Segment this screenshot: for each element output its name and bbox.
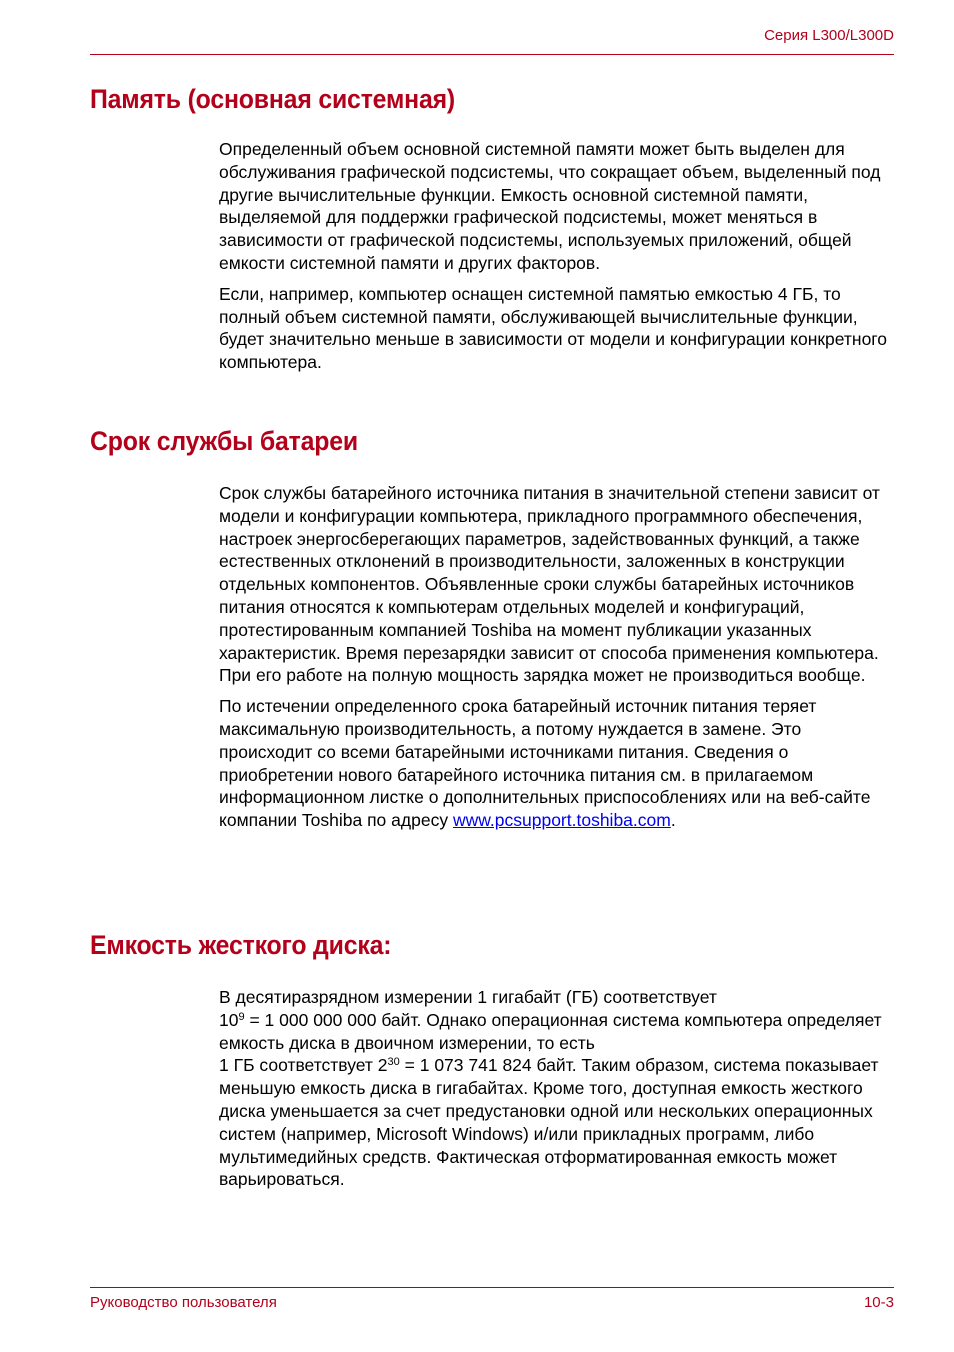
- paragraph-text: 1 ГБ соответствует 2: [219, 1055, 388, 1076]
- footer-title: Руководство пользователя: [90, 1294, 277, 1311]
- paragraph: [219, 986, 899, 1191]
- punctuation: .: [670, 810, 676, 831]
- header-series: Серия L300/L300D: [764, 27, 894, 44]
- paragraph-text: = 1 073 741 824 байт. Таким образом, система показывает меньшую емкость диска в гигабайтах. Кроме того, доступная емкость жесткого диска уменьшается за счет предустановки одной или нескольких операционных систем (например, Microsoft Windows) и/или прикладных программ, либо мультимедийных средств. Фактическая отформатированная емкость может варьироваться.: [219, 1055, 879, 1190]
- toshiba-support-link[interactable]: www.pcsupport.toshiba.com: [452, 810, 671, 831]
- section-heading-hdd: Емкость жесткого диска:: [90, 930, 392, 960]
- paragraph: [219, 695, 899, 832]
- header-rule: [90, 54, 894, 55]
- superscript: 9: [238, 1010, 245, 1023]
- paragraph: Если, например, компьютер оснащен системной памятью емкостью 4 ГБ, то полный объем системной памяти, обслуживающей вычислительные функции, будет значительно меньше в зависимости от модели и конфигурации конкретного компьютера.: [219, 283, 888, 373]
- paragraph-text: В десятиразрядном измерении 1 гигабайт (ГБ) соответствует: [219, 987, 717, 1007]
- paragraph-text: По истечении определенного срока батарейный источник питания теряет максимальную производительность, а потому нуждается в замене. Это происходит со всеми батарейными источниками питания. Сведения о приобретении нового батарейного источника питания см. в прилагаемом информационном листке о дополнительных приспособлениях или на веб-сайте компании Toshiba по адресу: [219, 696, 871, 831]
- footer-rule: [90, 1287, 894, 1288]
- section-heading-battery: Срок службы батареи: [90, 426, 358, 456]
- paragraph: Срок службы батарейного источника питания в значительной степени зависит от модели и конфигурации компьютера, прикладного программного обеспечения, настроек энергосберегающих параметров, задействованных функций, а также естественных отклонений в производительности, заложенных в конструкции отдельных компонентов. Объявленные сроки службы батарейных источников питания относятся к компьютерам отдельных моделей и конфигураций, протестированным компанией Toshiba на момент публикации указанных характеристик. Время перезарядки зависит от способа применения компьютера. При его работе на полную мощность зарядка может не производиться вообще.: [219, 483, 880, 686]
- paragraph-text: = 1 000 000 000 байт. Однако операционная система компьютера определяет емкость диска в двоичном измерении, то есть: [219, 1009, 882, 1053]
- section-body-hdd: [219, 986, 899, 1199]
- paragraph: Определенный объем основной системной памяти может быть выделен для обслуживания графической подсистемы, что сокращает объем, выделенный под другие вычислительные функции. Емкость основной системной памяти, выделяемой для поддержки графической подсистемы, может меняться в зависимости от графической подсистемы, используемых приложений, общей емкости системной памяти и других факторов.: [219, 139, 881, 273]
- section-heading-memory: Память (основная системная): [90, 84, 456, 114]
- section-body-memory: [219, 138, 899, 382]
- page-number: 10-3: [863, 1294, 894, 1311]
- paragraph-text: 10: [219, 1009, 239, 1030]
- section-body-battery: [219, 482, 899, 840]
- superscript: 30: [387, 1056, 400, 1069]
